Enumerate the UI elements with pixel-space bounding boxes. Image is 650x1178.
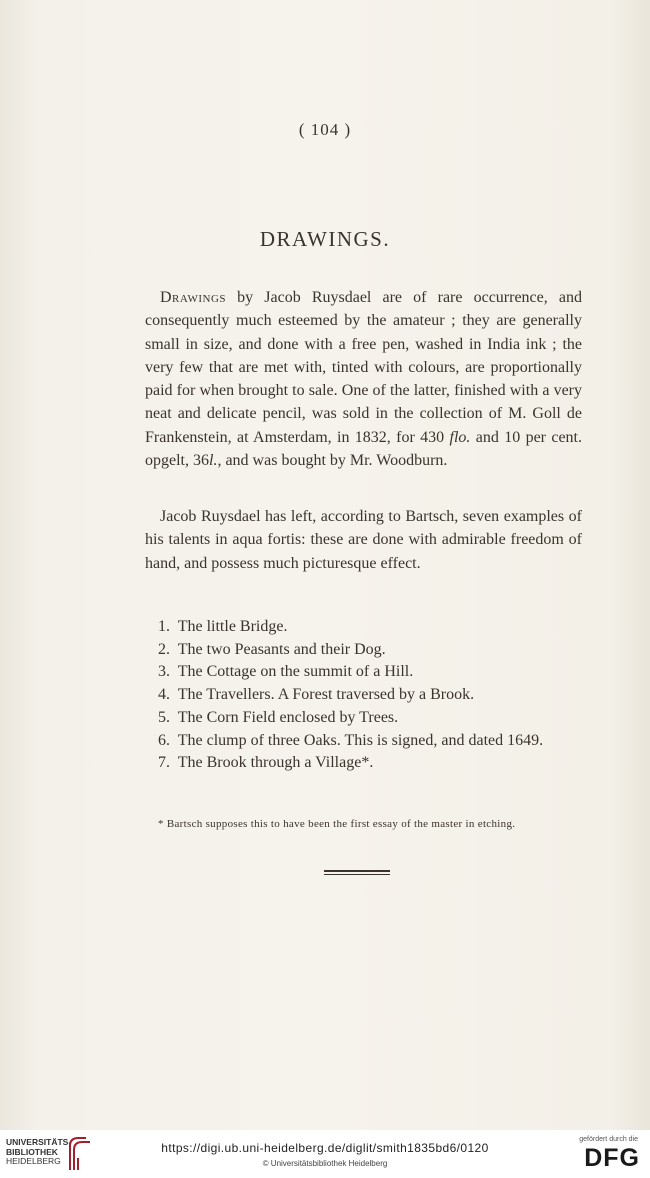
- list-item: 5. The Corn Field enclosed by Trees.: [158, 708, 399, 726]
- list-item: 1. The little Bridge.: [158, 618, 288, 635]
- list-item: 2. The two Peasants and their Dog.: [158, 640, 386, 658]
- page-number: ( 104 ): [298, 120, 352, 139]
- paragraph-drawings: Drawings by Jacob Ruysdael are of rare occurrence, and consequently much esteemed by the amateur ; they are generally small in size, and done with a free pen, washed in India ink ; the very few that are met with, tinted with colours, are proportionally paid for when brought to sale. One of the latter, finished with a very neat and delicate pencil, was sold in the collection of M. Goll de Frankenstein, at Amsterdam, in 1832, for 430 flo. and 10 per cent. opgelt, 36l., and was bought by Mr. Woodburn.: [145, 289, 583, 470]
- dfg-logo: DFG: [584, 1144, 640, 1172]
- permalink-url[interactable]: https://digi.ub.uni-heidelberg.de/diglit/smith1835bd6/0120: [161, 1141, 489, 1155]
- end-rule-thin: [324, 874, 390, 875]
- paragraph-lead: Drawings: [160, 289, 227, 306]
- etchings-list: [158, 616, 598, 775]
- list-item: 3. The Cottage on the summit of a Hill.: [158, 663, 414, 681]
- list-item: 4. The Travellers. A Forest traversed by a Brook.: [158, 686, 475, 704]
- end-rule: [324, 870, 390, 872]
- list-item: 6. The clump of three Oaks. This is signed, and dated 1649.: [158, 731, 544, 749]
- section-heading: DRAWINGS.: [259, 227, 391, 251]
- paragraph-etchings: Jacob Ruysdael has left, according to Bartsch, seven examples of his talents in aqua fortis: these are done with admirable freedom of hand, and possess much picturesque effect.: [145, 508, 582, 572]
- funding-label: gefördert durch die: [579, 1136, 638, 1143]
- copyright: © Universitätsbibliothek Heidelberg: [262, 1159, 388, 1168]
- list-item: 7. The Brook through a Village*.: [158, 754, 374, 772]
- library-logo-text: UNIVERSITÄTS- BIBLIOTHEK HEIDELBERG: [6, 1137, 72, 1166]
- footnote: * Bartsch supposes this to have been the first essay of the master in etching.: [158, 818, 516, 830]
- viewer-footer: [0, 1130, 650, 1178]
